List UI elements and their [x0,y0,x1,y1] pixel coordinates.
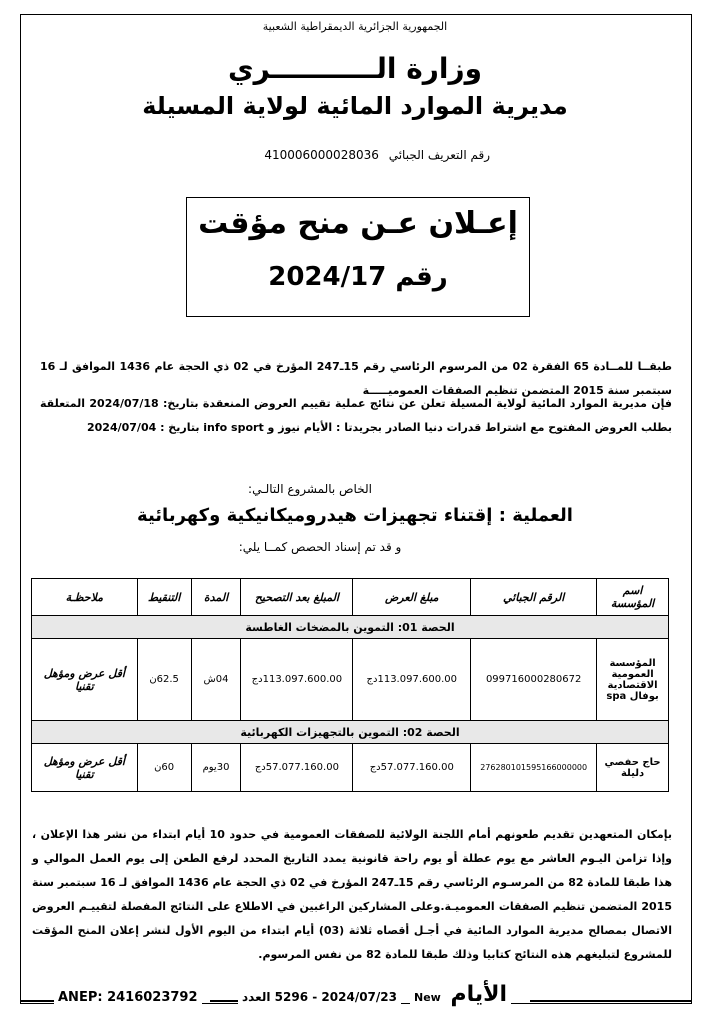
table-cell: 30يوم [191,744,241,792]
tax-id-label: رقم التعريف الجبائي [388,148,490,162]
specific-project-label: الخاص بالمشروع التالـي: [248,482,372,496]
table-header: ملاحظـة [32,579,138,616]
table-header: المبلغ بعد التصحيح [241,579,353,616]
allocation-label: و قد تم إسناد الحصص كمــا يلي: [238,540,402,554]
closing-paragraph: بإمكان المتعهدين تقديم طعونهم أمام اللجنة الولائية للصفقات العمومية في حدود 10 أيام ابتداء من نشر هذا الإعلان ، وإذا تزامن اليـوم العاشر مع يوم عطلة أو يوم راحة قانونية يمدد التاريخ المحدد لرفع الطعن إلى يوم العمل الموالي و هذا طبقا للمادة 82 من المرسـوم الرئاسي رقم 15ـ247 المؤرخ في 02 ذي الحجة عام 1436 الموافق لـ 16 سبتمبر سنة 2015 المتضمن تنظيم الصفقات العموميـة.وعلى المشاركين الراغبين في الاطلاع على النتائج المفصلة لتقييـم العروض الاتصال بمصالح مديرية الموارد المائية في أجـل أقصاه ثلاثة (03) أيام ابتداء من اليوم الأول لنشر إعلان المنح المؤقت للمشروع لتبليغهم هذه النتائج كتابيا وذلك طبقا للمادة 82 من نفس المرسوم. [32,828,673,961]
table-cell: 099716000280672 [471,639,597,721]
intro-paragraph-2: فإن مديرية الموارد المائية لولاية المسيلة تعلن عن نتائج عملية تقييم العروض المنعقدة بتاريخ: 2024/07/18 المتعلقة بطلب العروض المفتوح مع اشتراط قدرات دنيا الصادر بجريدتا : الأيام نيوز و info sport بتاريخ : 2024/07/04 [40,397,672,434]
logo-name: الأيام [450,982,508,1007]
notice-title: إعـلان عـن منح مؤقت [198,206,518,241]
table-cell: 62.5ن [137,639,191,721]
notice-number: رقم 2024/17 [268,262,448,292]
table-header: المدة [191,579,241,616]
table-row [32,744,669,792]
table-header: التنقيط [137,579,191,616]
table-cell: أقل عرض ومؤهل تقنيا [32,639,138,721]
issue-info: 2024/07/23 - 5296 العدد [238,990,401,1004]
table-header: الرقم الجبائي [471,579,597,616]
lot-title: الحصة 01: التموين بالمضخات الغاطسة [32,616,669,639]
table-cell: 57.077.160.00دج [241,744,353,792]
table-cell: 113.097.600.00دج [353,639,471,721]
table-cell: 113.097.600.00دج [241,639,353,721]
table-cell: 60ن [137,744,191,792]
tax-id-line [200,148,490,162]
lot-title-row [32,616,669,639]
republic-header: الجمهورية الجزائرية الديمقراطية الشعبية [262,20,448,33]
table-cell: حاج حفصي دليلة [597,744,669,792]
table-cell: 57.077.160.00دج [353,744,471,792]
table-header-row [32,579,669,616]
table-cell: 04ش [191,639,241,721]
notice-box [186,197,530,317]
table-cell: المؤسسة العمومية الاقتصادية بوفال spa [597,639,669,721]
results-table [31,578,669,792]
anep-reference: ANEP: 2416023792 [54,990,202,1005]
footer-divider [210,1000,240,1002]
table-header: مبلغ العرض [353,579,471,616]
logo-new-label: New [414,991,441,1004]
footer [0,982,711,1024]
lot-title: الحصة 02: التموين بالتجهيزات الكهربائية [32,721,669,744]
lot-title-row [32,721,669,744]
operation-title: العملية : إقتناء تجهيزات هيدروميكانيكية وكهربائية [137,505,573,526]
newspaper-logo [410,982,511,1007]
table-cell: 276280101595166000000 [471,744,597,792]
footer-divider [530,1000,692,1002]
table-header: اسم المؤسسة [597,579,669,616]
table-cell: أقل عرض ومؤهل تقنيا [32,744,138,792]
directorate-title: مديرية الموارد المائية لولاية المسيلة [142,92,568,120]
tax-id-value: 410006000028036 [264,148,379,162]
ministry-title: وزارة الـــــــــــري [228,52,482,85]
table-row [32,639,669,721]
intro-paragraph-1: طبقــا للمــادة 65 الفقرة 02 من المرسوم الرئاسي رقم 15ـ247 المؤرخ في 02 ذي الحجة عام 1436 الموافق لـ 16 سبتمبر سنة 2015 المتضمن تنظيم الصفقات العموميـــــة [40,360,672,397]
